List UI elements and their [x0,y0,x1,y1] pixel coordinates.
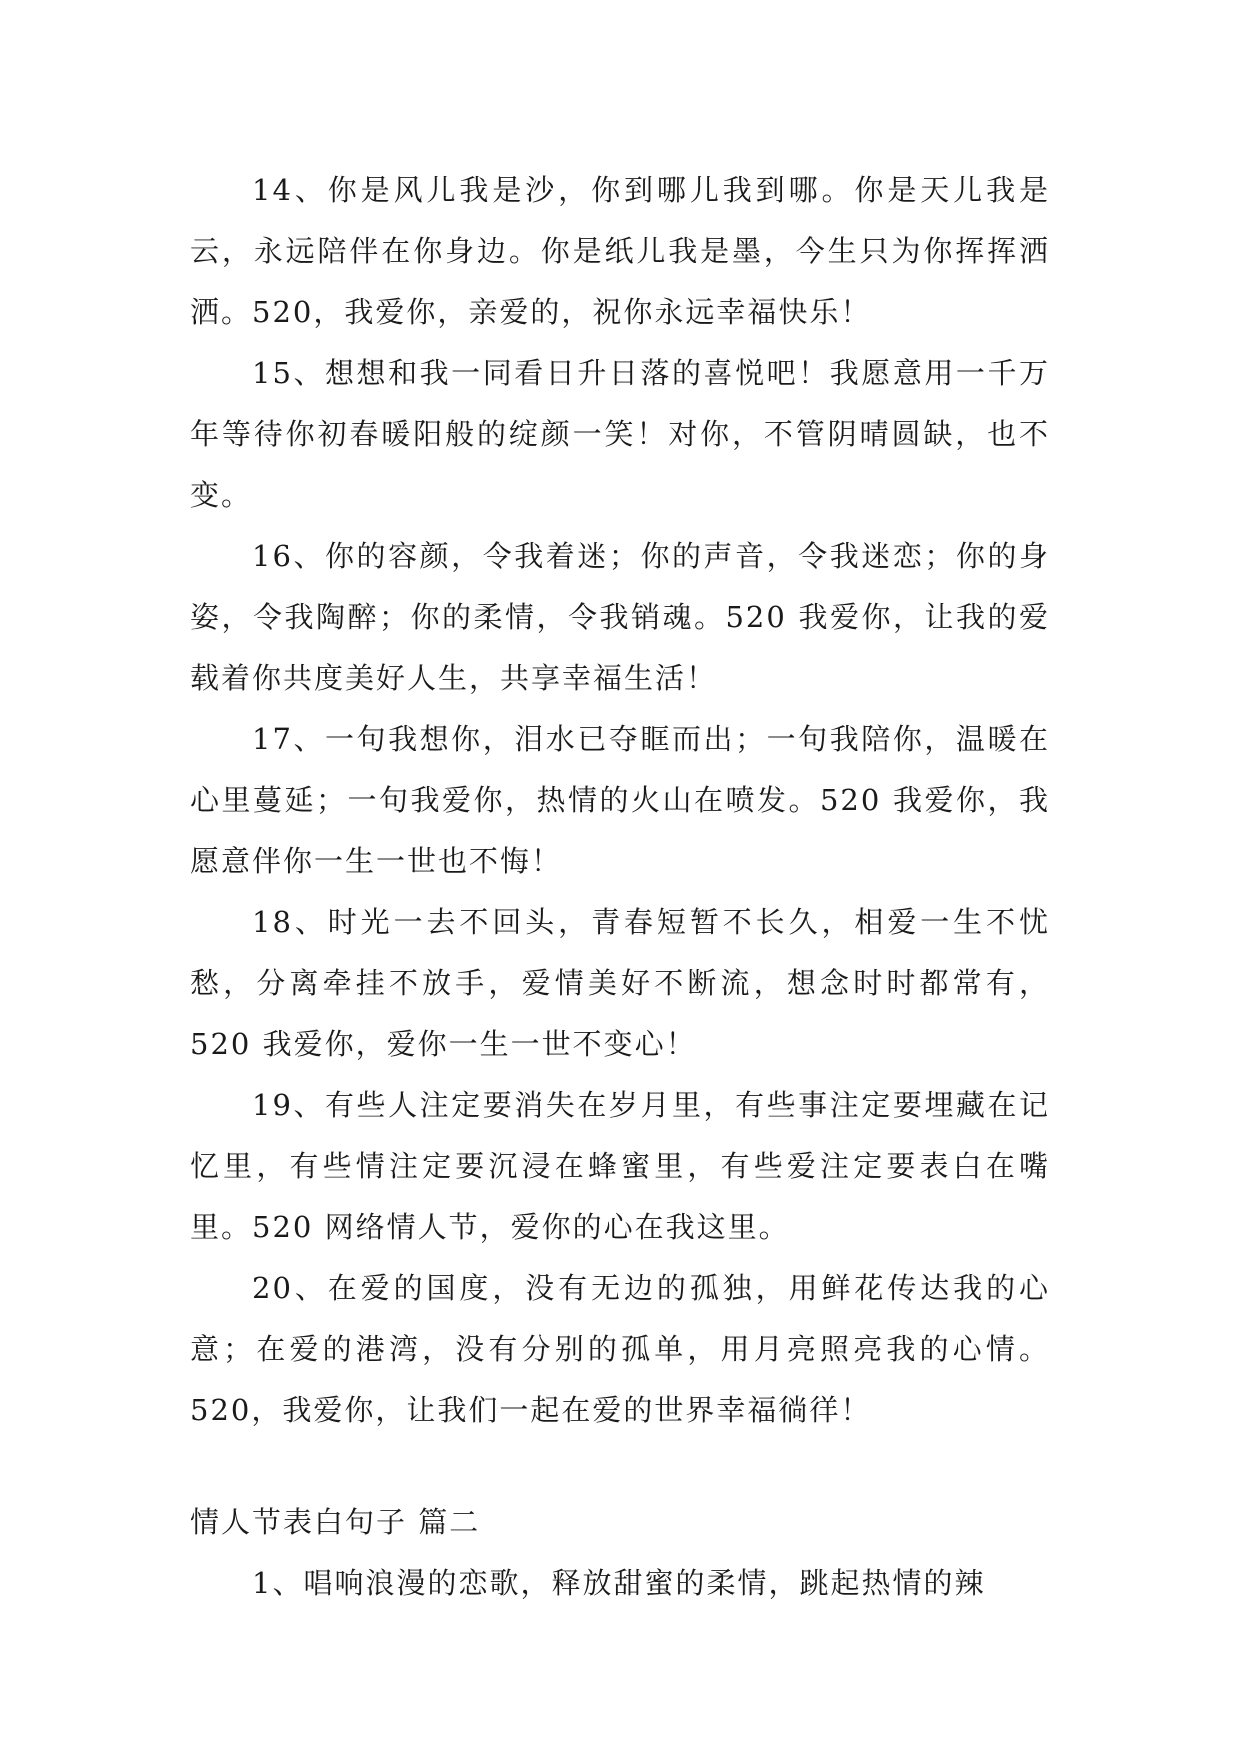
paragraph-15: 15、想想和我一同看日升日落的喜悦吧！我愿意用一千万年等待你初春暖阳般的绽颜一笑！对你，不管阴晴圆缺，也不变。 [190,356,1050,512]
paragraph-18: 18、时光一去不回头，青春短暂不长久，相爱一生不忧愁，分离牵挂不放手，爱情美好不断流，想念时时都常有，520 我爱你，爱你一生一世不变心！ [190,905,1050,1061]
paragraph-17: 17、一句我想你，泪水已夺眶而出；一句我陪你，温暖在心里蔓延；一句我爱你，热情的火山在喷发。520 我爱你，我愿意伴你一生一世也不悔！ [190,722,1050,878]
section-title: 情人节表白句子 篇二 [190,1505,481,1539]
section-paragraph-1: 1、唱响浪漫的恋歌，释放甜蜜的柔情，跳起热情的辣 [252,1566,986,1600]
paragraph-20: 20、在爱的国度，没有无边的孤独，用鲜花传达我的心意；在爱的港湾，没有分别的孤单，用月亮照亮我的心情。520，我爱你，让我们一起在爱的世界幸福徜徉！ [190,1271,1050,1427]
document-body [190,160,1050,1614]
paragraph-19: 19、有些人注定要消失在岁月里，有些事注定要埋藏在记忆里，有些情注定要沉浸在蜂蜜里，有些爱注定要表白在嘴里。520 网络情人节，爱你的心在我这里。 [190,1088,1050,1244]
paragraph-14: 14、你是风儿我是沙，你到哪儿我到哪。你是天儿我是云，永远陪伴在你身边。你是纸儿我是墨，今生只为你挥挥洒洒。520，我爱你，亲爱的，祝你永远幸福快乐！ [190,173,1050,329]
paragraph-16: 16、你的容颜，令我着迷；你的声音，令我迷恋；你的身姿，令我陶醉；你的柔情，令我销魂。520 我爱你，让我的爱载着你共度美好人生，共享幸福生活！ [190,539,1050,695]
